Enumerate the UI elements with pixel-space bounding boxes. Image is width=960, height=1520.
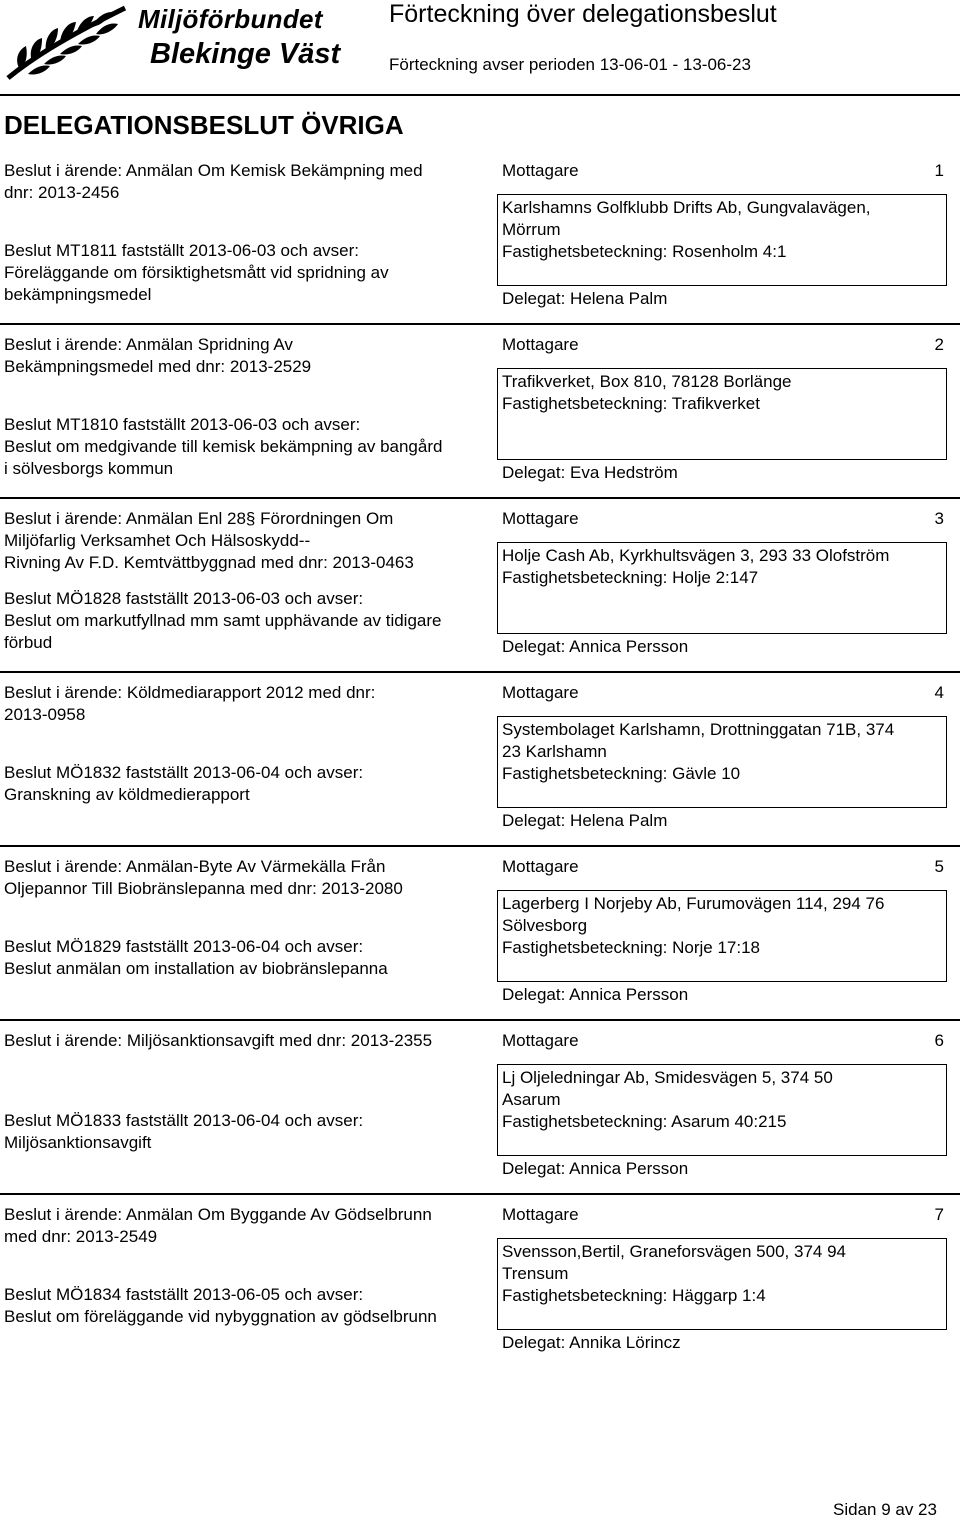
recipient-line: 23 Karlshamn (502, 742, 607, 761)
beslut-line: Beslut MT1811 fastställt 2013-06-03 och avser: (4, 241, 359, 260)
laurel-logo-icon (0, 0, 140, 84)
mottagare-label: Mottagare (502, 335, 579, 354)
arende-line: dnr: 2013-2456 (4, 183, 120, 202)
recipient-line: Fastighetsbeteckning: Asarum 40:215 (502, 1112, 787, 1131)
beslut-line: i sölvesborgs kommun (4, 459, 174, 478)
entry-divider (0, 323, 960, 325)
beslut-line: Miljösanktionsavgift (4, 1133, 152, 1152)
entry-number: 3 (934, 509, 944, 528)
recipient-line: Asarum (502, 1090, 561, 1109)
mottagare-label: Mottagare (502, 857, 579, 876)
recipient-line: Trensum (502, 1264, 569, 1283)
logo (0, 0, 380, 84)
recipient-box (497, 890, 947, 982)
page-number: Sidan 9 av 23 (833, 1500, 937, 1519)
logo-name-line1: Miljöförbundet (138, 4, 323, 34)
arende-line: Beslut i ärende: Anmälan Enl 28§ Förordningen Om (4, 509, 394, 528)
recipient-line: Trafikverket, Box 810, 78128 Borlänge (502, 372, 792, 391)
arende-text (4, 1030, 432, 1052)
recipient-line: Fastighetsbeteckning: Norje 17:18 (502, 938, 760, 957)
beslut-line: Beslut MT1810 fastställt 2013-06-03 och avser: (4, 415, 361, 434)
delegat-text: Delegat: Annika Lörincz (502, 1333, 681, 1352)
recipient-line: Karlshamns Golfklubb Drifts Ab, Gungvalavägen, (502, 198, 871, 217)
recipient-line: Fastighetsbeteckning: Gävle 10 (502, 764, 741, 783)
recipient-line: Sölvesborg (502, 916, 588, 935)
arende-line: Bekämpningsmedel med dnr: 2013-2529 (4, 357, 312, 376)
arende-line: Beslut i ärende: Anmälan-Byte Av Värmekälla Från (4, 857, 386, 876)
beslut-line: bekämpningsmedel (4, 285, 152, 304)
delegat-text: Delegat: Eva Hedström (502, 463, 678, 482)
arende-text (4, 682, 375, 726)
arende-line: Oljepannor Till Biobränslepanna med dnr: 2013-2080 (4, 879, 403, 898)
mottagare-label: Mottagare (502, 1205, 579, 1224)
recipient-box (497, 716, 947, 808)
entry-number: 4 (934, 683, 944, 702)
arende-line: 2013-0958 (4, 705, 86, 724)
beslut-text (4, 1284, 437, 1328)
recipient-line: Fastighetsbeteckning: Rosenholm 4:1 (502, 242, 787, 261)
recipient-box (497, 542, 947, 634)
beslut-line: Beslut MÖ1833 fastställt 2013-06-04 och avser: (4, 1111, 364, 1130)
entry-divider (0, 1019, 960, 1021)
beslut-line: Föreläggande om försiktighetsmått vid spridning av (4, 263, 389, 282)
recipient-line: Fastighetsbeteckning: Holje 2:147 (502, 568, 759, 587)
document-period: Förteckning avser perioden 13-06-01 - 13-06-23 (389, 55, 751, 74)
delegat-text: Delegat: Helena Palm (502, 811, 668, 830)
arende-text (4, 1204, 432, 1248)
entry-number: 6 (934, 1031, 944, 1050)
section-title: DELEGATIONSBESLUT ÖVRIGA (4, 110, 404, 140)
beslut-line: Beslut om medgivande till kemisk bekämpning av bangård (4, 437, 443, 456)
beslut-line: Beslut MÖ1829 fastställt 2013-06-04 och avser: (4, 937, 364, 956)
arende-text (4, 160, 423, 204)
arende-line: med dnr: 2013-2549 (4, 1227, 158, 1246)
recipient-box (497, 194, 947, 286)
arende-line: Miljöfarlig Verksamhet Och Hälsoskydd-- (4, 531, 311, 550)
beslut-line: förbud (4, 633, 53, 652)
entry-divider (0, 497, 960, 499)
arende-line: Rivning Av F.D. Kemtvättbyggnad med dnr: 2013-0463 (4, 553, 414, 572)
entry-number: 5 (934, 857, 944, 876)
mottagare-label: Mottagare (502, 509, 579, 528)
beslut-line: Beslut MÖ1832 fastställt 2013-06-04 och avser: (4, 763, 364, 782)
entry-divider (0, 1193, 960, 1195)
delegat-text: Delegat: Annica Persson (502, 637, 689, 656)
recipient-box (497, 1064, 947, 1156)
recipient-line: Holje Cash Ab, Kyrkhultsvägen 3, 293 33 Olofström (502, 546, 890, 565)
entry-number: 1 (934, 161, 944, 180)
entry-number: 2 (934, 335, 944, 354)
mottagare-label: Mottagare (502, 1031, 579, 1050)
recipient-line: Fastighetsbeteckning: Trafikverket (502, 394, 760, 413)
arende-line: Beslut i ärende: Köldmediarapport 2012 med dnr: (4, 683, 376, 702)
arende-line: Beslut i ärende: Anmälan Om Byggande Av Gödselbrunn (4, 1205, 432, 1224)
beslut-line: Beslut MÖ1834 fastställt 2013-06-05 och avser: (4, 1285, 364, 1304)
entry-divider (0, 845, 960, 847)
document-title: Förteckning över delegationsbeslut (389, 0, 777, 28)
arende-line: Beslut i ärende: Anmälan Om Kemisk Bekämpning med (4, 161, 423, 180)
entry-divider (0, 671, 960, 673)
entry-number: 7 (934, 1205, 944, 1224)
delegat-text: Delegat: Annica Persson (502, 1159, 689, 1178)
beslut-text (4, 240, 389, 306)
beslut-line: Beslut MÖ1828 fastställt 2013-06-03 och avser: (4, 589, 364, 608)
logo-name-line2: Blekinge Väst (150, 38, 341, 70)
recipient-line: Svensson,Bertil, Graneforsvägen 500, 374 94 (502, 1242, 846, 1261)
beslut-text (4, 588, 441, 654)
header-divider (0, 94, 960, 96)
beslut-line: Beslut om markutfyllnad mm samt upphävande av tidigare (4, 611, 442, 630)
beslut-text (4, 762, 363, 806)
beslut-line: Beslut om föreläggande vid nybyggnation av gödselbrunn (4, 1307, 437, 1326)
mottagare-label: Mottagare (502, 683, 579, 702)
recipient-line: Lagerberg I Norjeby Ab, Furumovägen 114, 294 76 (502, 894, 885, 913)
beslut-line: Granskning av köldmedierapport (4, 785, 250, 804)
recipient-box (497, 368, 947, 460)
delegat-text: Delegat: Helena Palm (502, 289, 668, 308)
arende-text (4, 508, 414, 574)
recipient-line: Systembolaget Karlshamn, Drottninggatan 71B, 374 (502, 720, 895, 739)
recipient-box (497, 1238, 947, 1330)
recipient-line: Lj Oljeledningar Ab, Smidesvägen 5, 374 50 (502, 1068, 833, 1087)
recipient-line: Fastighetsbeteckning: Häggarp 1:4 (502, 1286, 766, 1305)
arende-text (4, 334, 311, 378)
beslut-text (4, 936, 388, 980)
arende-text (4, 856, 403, 900)
arende-line: Beslut i ärende: Miljösanktionsavgift med dnr: 2013-2355 (4, 1031, 433, 1050)
beslut-text (4, 1110, 363, 1154)
mottagare-label: Mottagare (502, 161, 579, 180)
beslut-line: Beslut anmälan om installation av biobränslepanna (4, 959, 388, 978)
arende-line: Beslut i ärende: Anmälan Spridning Av (4, 335, 293, 354)
recipient-line: Mörrum (502, 220, 561, 239)
delegat-text: Delegat: Annica Persson (502, 985, 689, 1004)
beslut-text (4, 414, 442, 480)
